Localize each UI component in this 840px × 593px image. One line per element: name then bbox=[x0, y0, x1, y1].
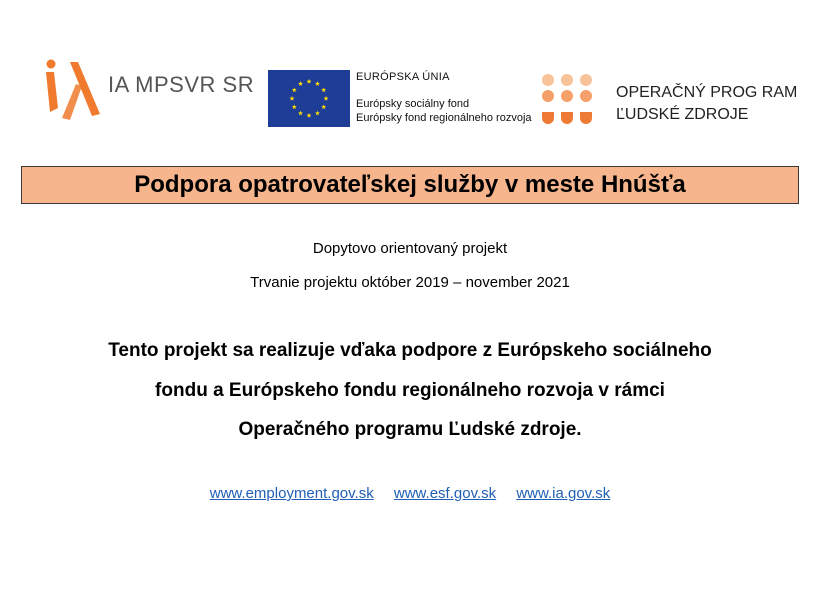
eu-text bbox=[356, 70, 532, 125]
logo-header bbox=[0, 0, 840, 140]
link-employment[interactable]: www.employment.gov.sk bbox=[209, 485, 374, 502]
links-row bbox=[0, 485, 820, 502]
eu-line-esf: Európsky sociálny fond bbox=[356, 98, 470, 110]
ia-figure-icon bbox=[40, 58, 104, 122]
eu-title: EURÓPSKA ÚNIA bbox=[356, 71, 450, 83]
link-esf[interactable]: www.esf.gov.sk bbox=[393, 485, 497, 502]
eu-flag-icon bbox=[268, 70, 350, 127]
project-type: Dopytovo orientovaný projekt bbox=[312, 240, 508, 257]
title-banner bbox=[21, 166, 799, 204]
eu-logo bbox=[268, 70, 540, 128]
op-dots-icon bbox=[540, 72, 596, 128]
body-line-1: Tento projekt sa realizuje vďaka podpore z Európskeho sociálneho bbox=[108, 340, 712, 361]
body-line-2: fondu a Európskeho fondu regionálneho rozvoja v rámci bbox=[155, 380, 665, 401]
eu-line-erdf: Európsky fond regionálneho rozvoja bbox=[356, 112, 532, 124]
link-ia[interactable]: www.ia.gov.sk bbox=[516, 485, 611, 502]
op-text bbox=[616, 82, 797, 126]
ia-mpsvr-logo bbox=[40, 58, 270, 122]
op-line-1: OPERAČNÝ PROG RAM bbox=[616, 84, 798, 101]
ia-logo-text: IA MPSVR SR bbox=[108, 72, 255, 97]
body-line-3: Operačného programu Ľudské zdroje. bbox=[238, 419, 582, 440]
op-line-2: ĽUDSKÉ ZDROJE bbox=[616, 106, 749, 123]
page-title: Podpora opatrovateľskej služby v meste Hnúšťa bbox=[134, 171, 686, 198]
project-duration: Trvanie projektu október 2019 – november 2021 bbox=[250, 274, 570, 291]
op-lz-logo bbox=[540, 72, 810, 132]
